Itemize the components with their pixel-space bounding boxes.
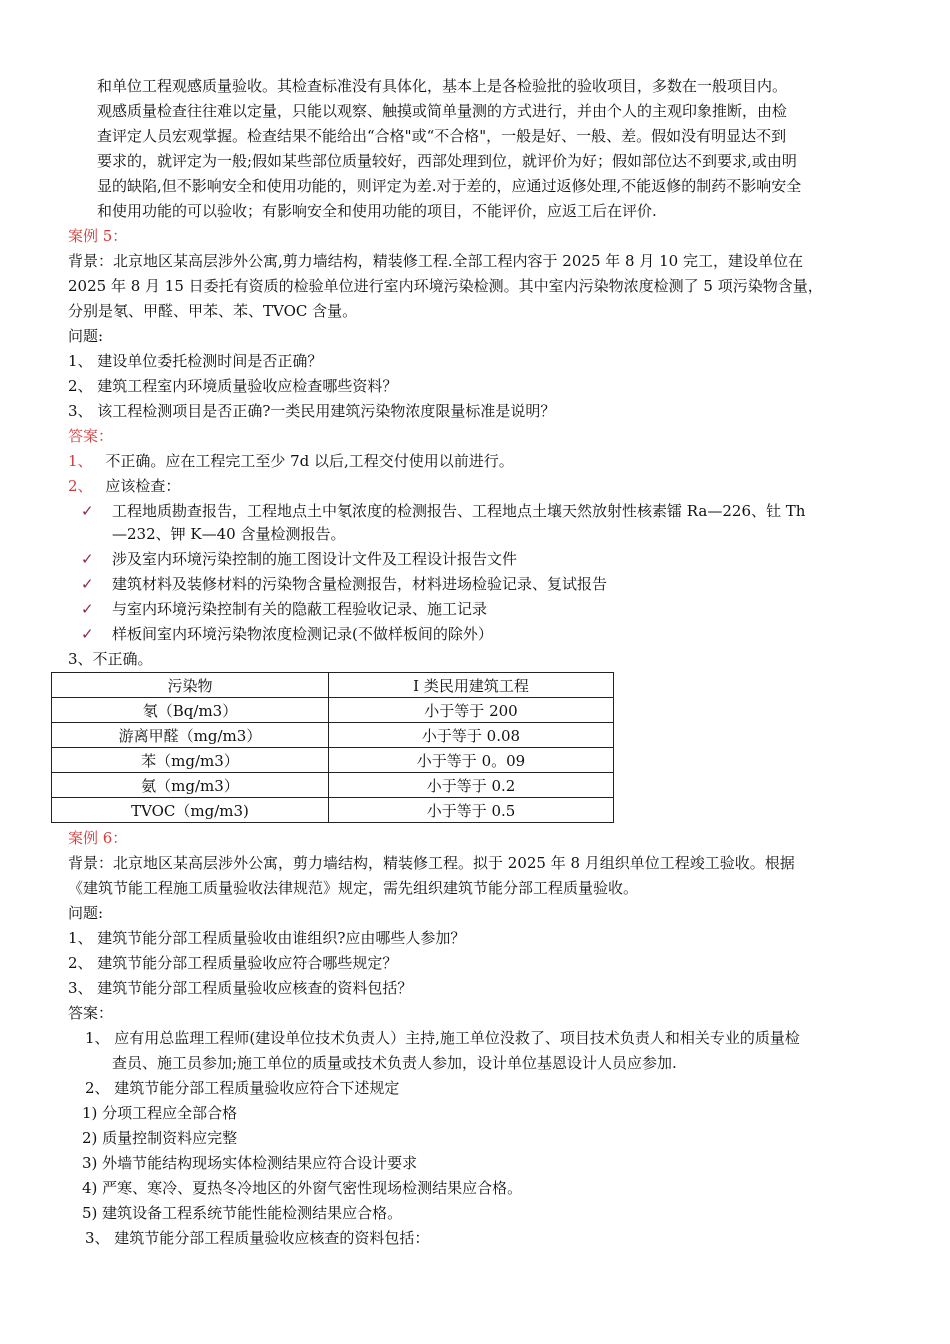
case5-answer-1 [68, 451, 514, 471]
case6-background-line: 背景：北京地区某高层涉外公寓，剪力墙结构，精装修工程。拟于 2025 年 8 月组织单位工程竣工验收。根据 [68, 854, 795, 872]
case6-answer-2-item: 4) 严寒、寒冷、夏热冬冷地区的外窗气密性现场检测结果应合格。 [82, 1179, 523, 1197]
pollutant-limits-table [51, 672, 614, 823]
checkmark-icon: ✓ [81, 575, 94, 593]
case6-answer-2-item: 5) 建筑设备工程系统节能性能检测结果应合格。 [82, 1204, 403, 1222]
checklist-item: 样板间室内环境污染物浓度检测记录(不做样板间的除外） [112, 625, 493, 643]
table-row [52, 748, 614, 773]
answer-text: 不正确。应在工程完工至少 7d 以后,工程交付使用以前进行。 [105, 452, 514, 470]
intro-line: 要求的，就评定为一般;假如某些部位质量较好，西部处理到位，就评价为好；假如部位达不到要求,或由明 [97, 152, 797, 170]
table-cell: 小于等于 200 [329, 698, 614, 723]
table-row [52, 698, 614, 723]
table-cell: 游离甲醛（mg/m3） [52, 723, 329, 748]
checkmark-icon: ✓ [81, 625, 94, 643]
case6-question: 2、 建筑节能分部工程质量验收应符合哪些规定？ [68, 954, 398, 972]
case6-background-line: 《建筑节能工程施工质量验收法律规范》规定，需先组织建筑节能分部工程质量验收。 [68, 879, 639, 897]
table-cell: 氡（Bq/m3） [52, 698, 329, 723]
case6-question: 3、 建筑节能分部工程质量验收应核查的资料包括？ [68, 979, 413, 997]
checkmark-icon: ✓ [81, 550, 94, 568]
checklist-item: 建筑材料及装修材料的污染物含量检测报告，材料进场检验记录、复试报告 [112, 575, 608, 593]
case5-title: 案例 5： [68, 227, 128, 245]
table-row [52, 773, 614, 798]
checklist-item-continued: —232、钾 K—40 含量检测报告。 [112, 525, 346, 543]
case6-questions-label: 问题: [68, 904, 104, 922]
checklist-item: 与室内环境污染控制有关的隐蔽工程验收记录、施工记录 [112, 600, 488, 618]
answer-number: 2、 [68, 477, 93, 495]
case6-answer-3-heading: 3、 建筑节能分部工程质量验收应核查的资料包括： [85, 1229, 430, 1247]
case5-answer-2 [68, 476, 180, 496]
intro-line: 和使用功能的可以验收；有影响安全和使用功能的项目，不能评价，应返工后在评价. [97, 202, 657, 220]
checkmark-icon: ✓ [81, 502, 94, 520]
table-cell: 小于等于 0。09 [329, 748, 614, 773]
case6-answers-label: 答案： [68, 1004, 114, 1022]
table-cell: 小于等于 0.2 [329, 773, 614, 798]
intro-line: 显的缺陷,但不影响安全和使用功能的，则评定为差.对于差的，应通过返修处理,不能返修的制药不影响安全 [97, 177, 802, 195]
intro-line: 查评定人员宏观掌握。检查结果不能给出“合格"或“不合格"，一般是好、一般、差。假如没有明显达不到 [97, 127, 787, 145]
case6-answer-2-item: 1) 分项工程应全部合格 [82, 1104, 238, 1122]
case6-answer-2-item: 2) 质量控制资料应完整 [82, 1129, 238, 1147]
checklist-item: 涉及室内环境污染控制的施工图设计文件及工程设计报告文件 [112, 550, 518, 568]
table-header-cell: 污染物 [52, 673, 329, 698]
case5-question: 1、 建设单位委托检测时间是否正确？ [68, 352, 323, 370]
answer-text: 应该检查： [105, 477, 181, 495]
table-cell: 苯（mg/m3） [52, 748, 329, 773]
checklist-item: 工程地质勘查报告，工程地点土中氡浓度的检测报告、工程地点土壤天然放射性核素镭 Ra—226、钍 Th [112, 502, 806, 520]
table-row [52, 798, 614, 823]
case5-background-line: 背景：北京地区某高层涉外公寓,剪力墙结构，精装修工程.全部工程内容于 2025 年 8 月 10 完工，建设单位在 [68, 252, 803, 270]
table-header-cell: I 类民用建筑工程 [329, 673, 614, 698]
case5-background-line: 分别是氡、甲醛、甲苯、苯、TVOC 含量。 [68, 302, 358, 320]
case6-answer-2-item: 3) 外墙节能结构现场实体检测结果应符合设计要求 [82, 1154, 418, 1172]
table-cell: 小于等于 0.08 [329, 723, 614, 748]
case6-question: 1、 建筑节能分部工程质量验收由谁组织?应由哪些人参加？ [68, 929, 466, 947]
table-header-row [52, 673, 614, 698]
case6-answer-1-line: 1、 应有用总监理工程师(建设单位技术负责人）主持,施工单位没救了、项目技术负责人和相关专业的质量检 [85, 1029, 800, 1047]
case6-title: 案例 6： [68, 829, 128, 847]
intro-line: 和单位工程观感质量验收。其检查标准没有具体化，基本上是各检验批的验收项目，多数在一般项目内。 [97, 77, 788, 95]
case5-questions-label: 问题: [68, 327, 104, 345]
table-cell: TVOC（mg/m3) [52, 798, 329, 823]
table-row [52, 723, 614, 748]
table-cell: 小于等于 0.5 [329, 798, 614, 823]
case6-answer-1-line: 查员、施工员参加;施工单位的质量或技术负责人参加，设计单位基恩设计人员应参加. [112, 1054, 677, 1072]
table-cell: 氨（mg/m3） [52, 773, 329, 798]
answer-number: 1、 [68, 452, 93, 470]
case5-answer-3: 3、不正确。 [68, 650, 153, 668]
case5-question: 3、 该工程检测项目是否正确?一类民用建筑污染物浓度限量标准是说明？ [68, 402, 556, 420]
checkmark-icon: ✓ [81, 600, 94, 618]
case6-answer-2-heading: 2、 建筑节能分部工程质量验收应符合下述规定 [85, 1079, 400, 1097]
case5-background-line: 2025 年 8 月 15 日委托有资质的检验单位进行室内环境污染检测。其中室内污染物浓度检测了 5 项污染物含量， [68, 277, 823, 295]
case5-question: 2、 建筑工程室内环境质量验收应检查哪些资料？ [68, 377, 398, 395]
intro-line: 观感质量检查往往难以定量，只能以观察、触摸或简单量测的方式进行，并由个人的主观印象推断，由检 [97, 102, 788, 120]
case5-answers-label: 答案： [68, 427, 114, 445]
